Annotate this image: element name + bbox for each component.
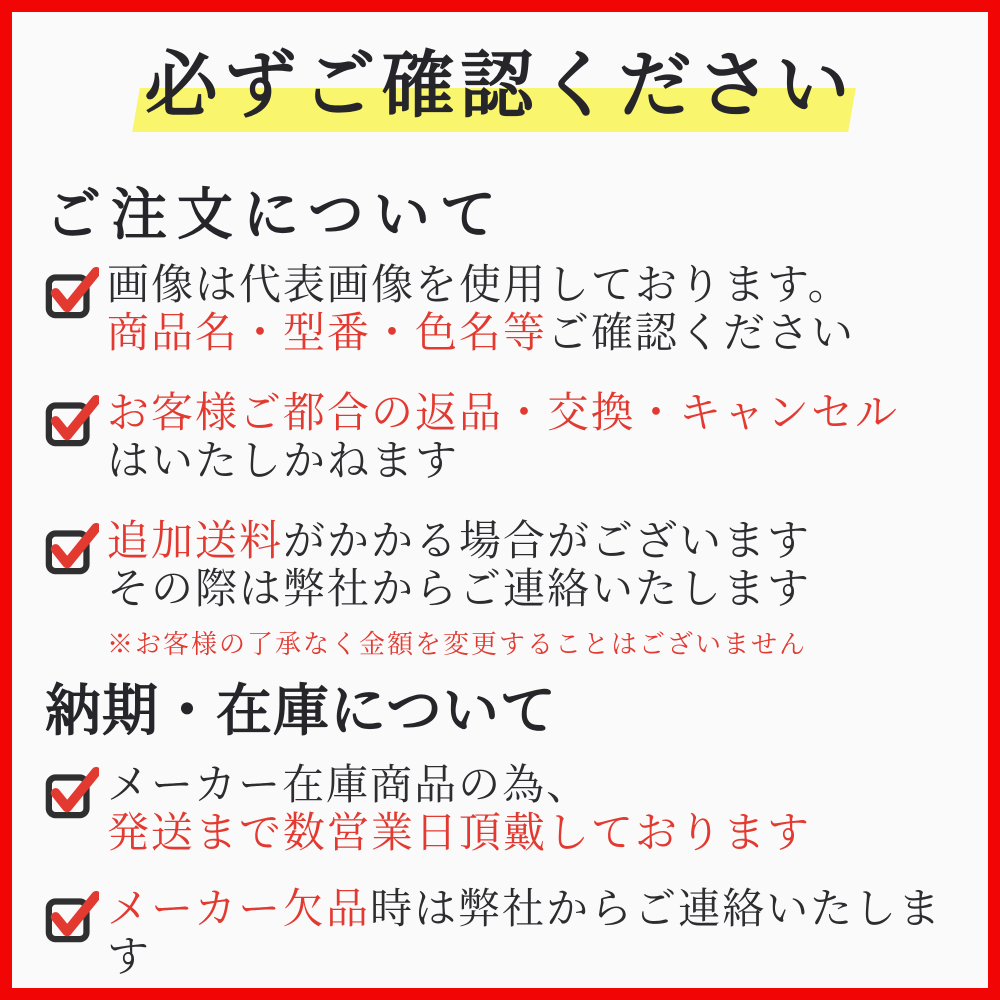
notice-text bbox=[107, 390, 899, 486]
checkbox-check-icon bbox=[45, 764, 99, 820]
checkbox-check-icon bbox=[45, 264, 99, 320]
notice-line bbox=[107, 390, 899, 438]
notice-text-segment: ご確認ください bbox=[547, 311, 856, 357]
notice-line bbox=[107, 566, 811, 614]
notice-text-segment-red: 商品名・型番・色名等 bbox=[107, 311, 548, 357]
notice-text-segment-red: 追加送料 bbox=[107, 519, 284, 565]
notice-text-segment: その際は弊社からご連絡いたします bbox=[107, 567, 812, 613]
notice-line bbox=[107, 438, 899, 486]
checkbox-check-icon bbox=[45, 888, 99, 944]
section-heading-delivery-stock: 納期・在庫について bbox=[45, 681, 557, 743]
notice-text-segment: 画像は代表画像を使用しております。 bbox=[107, 263, 852, 309]
notice-text-segment: メーカー在庫商品の為、 bbox=[107, 763, 591, 809]
price-change-disclaimer-note: ※お客様の了承なく金額を変更することはございません bbox=[107, 630, 808, 659]
checkbox-check-icon bbox=[45, 520, 99, 576]
notice-line bbox=[107, 310, 855, 358]
notice-content bbox=[45, 0, 965, 1000]
notice-item-representative-image bbox=[45, 262, 855, 358]
notice-item-maker-shortage bbox=[45, 886, 965, 982]
notice-text bbox=[107, 262, 855, 358]
notice-item-no-returns bbox=[45, 390, 899, 486]
page-title: 必ずご確認ください bbox=[144, 45, 856, 126]
notice-text bbox=[107, 886, 965, 982]
notice-item-extra-shipping bbox=[45, 518, 811, 662]
notice-text-segment-red: お客様ご都合の返品・交換・キャンセル bbox=[107, 391, 900, 437]
notice-text-segment: がかかる場合がございます bbox=[283, 519, 812, 565]
notice-text-segment: はいたしかねます bbox=[107, 439, 460, 485]
notice-line bbox=[107, 518, 811, 566]
notice-text-segment-red: メーカー欠品 bbox=[107, 887, 371, 933]
notice-text-segment-red: 発送まで数営業日頂戴しております bbox=[107, 811, 812, 857]
notice-text-segment: 時は弊社からご連絡いたします bbox=[107, 887, 943, 981]
notice-line bbox=[107, 262, 855, 310]
notice-line bbox=[107, 886, 965, 982]
notice-item-maker-stock bbox=[45, 762, 811, 858]
notice-text bbox=[107, 518, 811, 662]
notice-line bbox=[107, 810, 811, 858]
section-heading-order: ご注文について bbox=[45, 185, 506, 247]
notice-line bbox=[107, 762, 811, 810]
checkbox-check-icon bbox=[45, 392, 99, 448]
notice-text bbox=[107, 762, 811, 858]
